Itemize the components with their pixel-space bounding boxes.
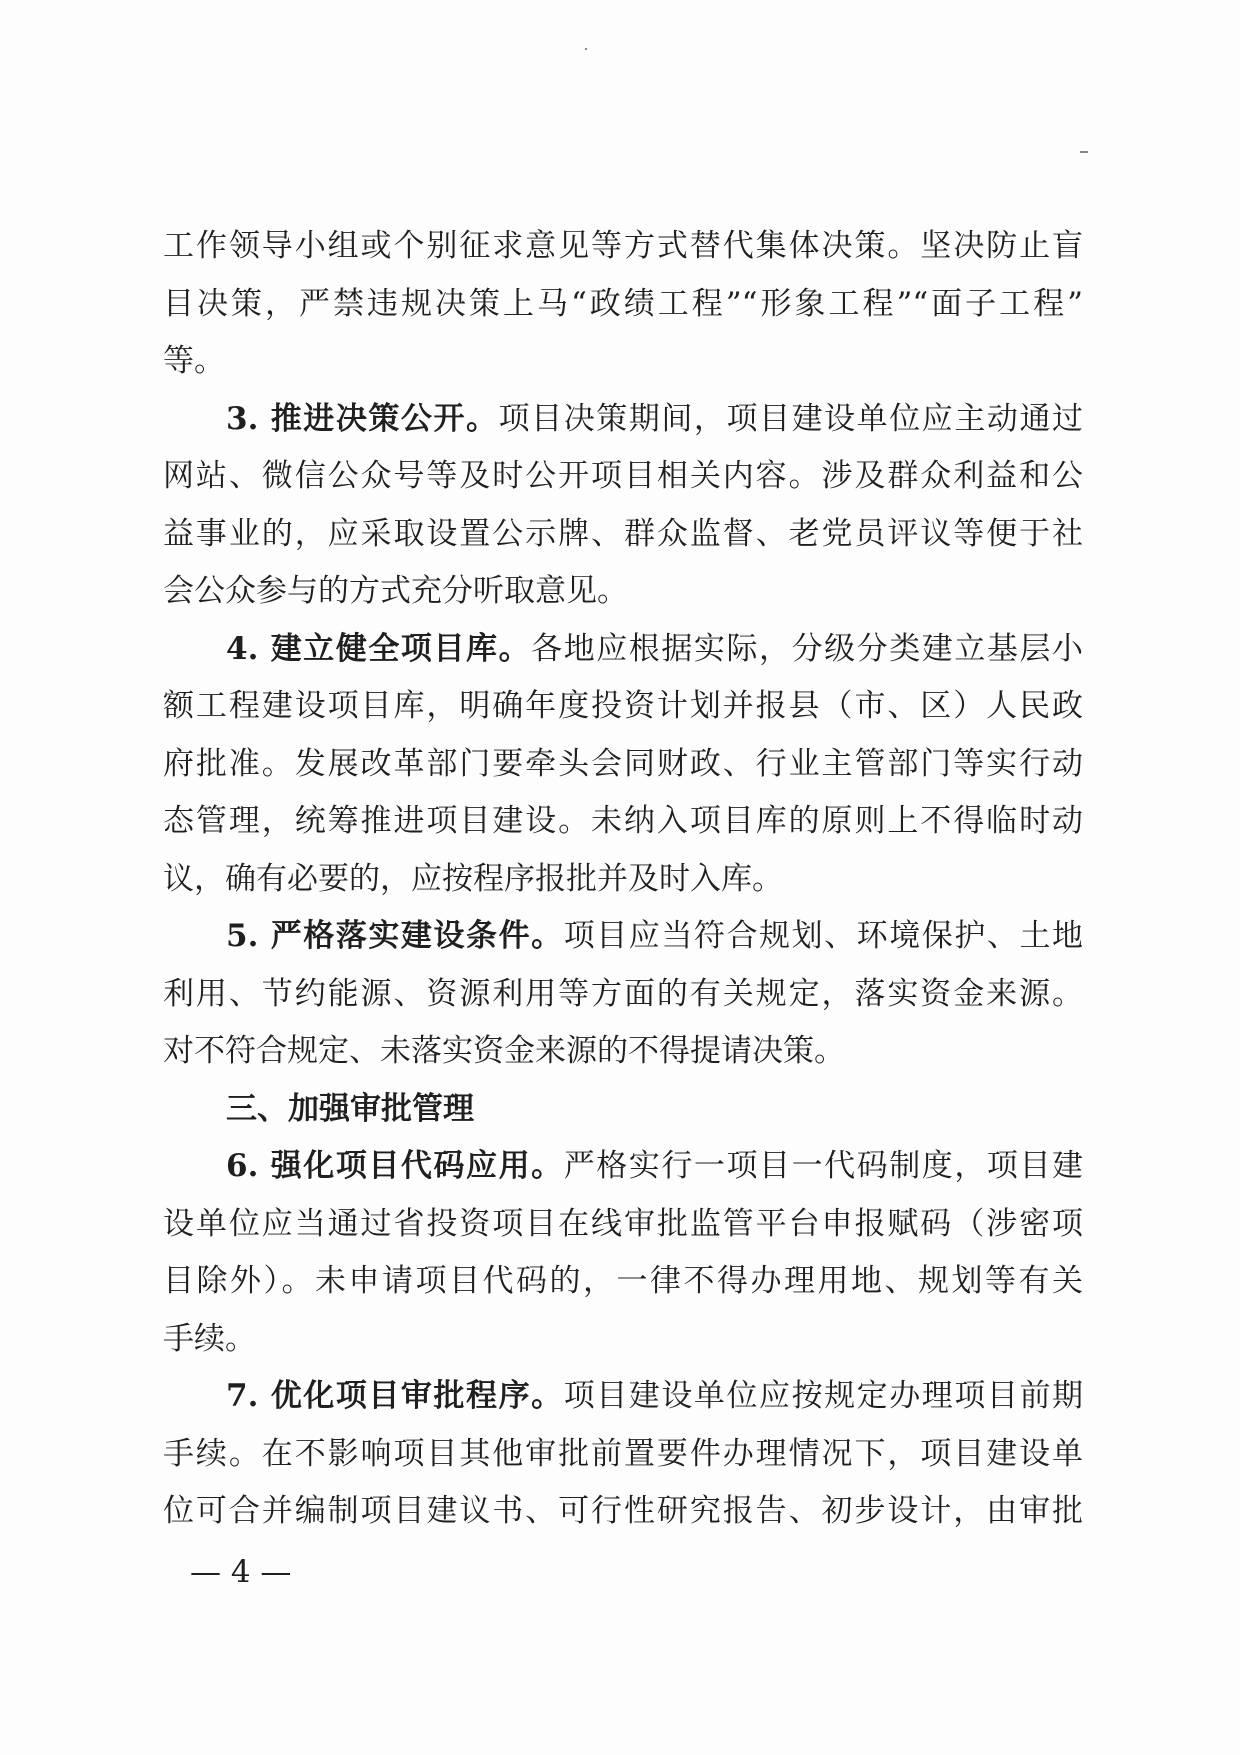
text-line — [163, 1368, 1083, 1426]
text-line: 设单位应当通过省投资项目在线审批监管平台申报赋码（涉密项 — [163, 1205, 1083, 1242]
paragraph-project-library — [163, 621, 1083, 909]
text-line: 手续。在不影响项目其他审批前置要件办理情况下，项目建设单 — [163, 1435, 1083, 1472]
text-line: 益事业的，应采取设置公示牌、群众监督、老党员评议等便于社 — [163, 515, 1083, 552]
scan-speck — [1080, 151, 1088, 153]
text-line: 议，确有必要的，应按程序报批并及时入库。 — [163, 860, 783, 897]
text-line: 目决策，严禁违规决策上马“政绩工程”“形象工程”“面子工程” — [163, 285, 1083, 322]
text-line — [163, 621, 1083, 679]
text-line: 位可合并编制项目建议书、可行性研究报告、初步设计，由审批 — [163, 1493, 1083, 1529]
document-body — [163, 218, 1083, 1541]
item-text: 各地应根据实际，分级分类建立基层小 — [531, 630, 1083, 667]
item-title: 3. 推进决策公开。 — [226, 400, 499, 437]
text-line: 府批准。发展改革部门要牵头会同财政、行业主管部门等实行动 — [163, 745, 1083, 782]
text-line: 等。 — [163, 343, 225, 379]
item-title: 6. 强化项目代码应用。 — [226, 1148, 564, 1184]
paragraph-collective-decision — [163, 218, 1083, 391]
text-line — [163, 1138, 1083, 1196]
text-line — [163, 908, 1083, 966]
text-line — [163, 391, 1083, 449]
item-text: 严格实行一项目一代码制度，项目建 — [563, 1148, 1084, 1184]
item-title: 5. 严格落实建设条件。 — [226, 918, 564, 954]
text-line: 额工程建设项目库，明确年度投资计划并报县（市、区）人民政 — [163, 688, 1083, 724]
text-line: 目除外）。未申请项目代码的，一律不得办理用地、规划等有关 — [163, 1263, 1083, 1299]
item-text: 项目建设单位应按规定办理项目前期 — [563, 1378, 1084, 1414]
section-title: 三、加强审批管理 — [226, 1090, 474, 1127]
paragraph-project-code — [163, 1138, 1083, 1368]
section-heading — [163, 1081, 1083, 1139]
paragraph-approval-procedure — [163, 1368, 1083, 1541]
text-line: 手续。 — [163, 1320, 256, 1357]
text-line: 会公众参与的方式充分听取意见。 — [163, 573, 628, 609]
text-line: 网站、微信公众号等及时公开项目相关内容。涉及群众利益和公 — [163, 458, 1083, 494]
item-title: 4. 建立健全项目库。 — [226, 630, 532, 667]
text-line: 对不符合规定、未落实资金来源的不得提请决策。 — [163, 1033, 845, 1069]
item-text: 项目应当符合规划、环境保护、土地 — [563, 918, 1084, 954]
item-text: 项目决策期间，项目建设单位应主动通过 — [498, 400, 1084, 437]
scan-speck — [585, 48, 587, 50]
text-line: 工作领导小组或个别征求意见等方式替代集体决策。坚决防止盲 — [163, 228, 1083, 264]
paragraph-construction-conditions — [163, 908, 1083, 1081]
paragraph-decision-disclosure — [163, 391, 1083, 621]
item-title: 7. 优化项目审批程序。 — [226, 1378, 564, 1414]
text-line: 态管理，统筹推进项目建设。未纳入项目库的原则上不得临时动 — [163, 803, 1083, 839]
text-line: 利用、节约能源、资源利用等方面的有关规定，落实资金来源。 — [163, 975, 1083, 1012]
page-number: — 4 — — [190, 1554, 292, 1590]
